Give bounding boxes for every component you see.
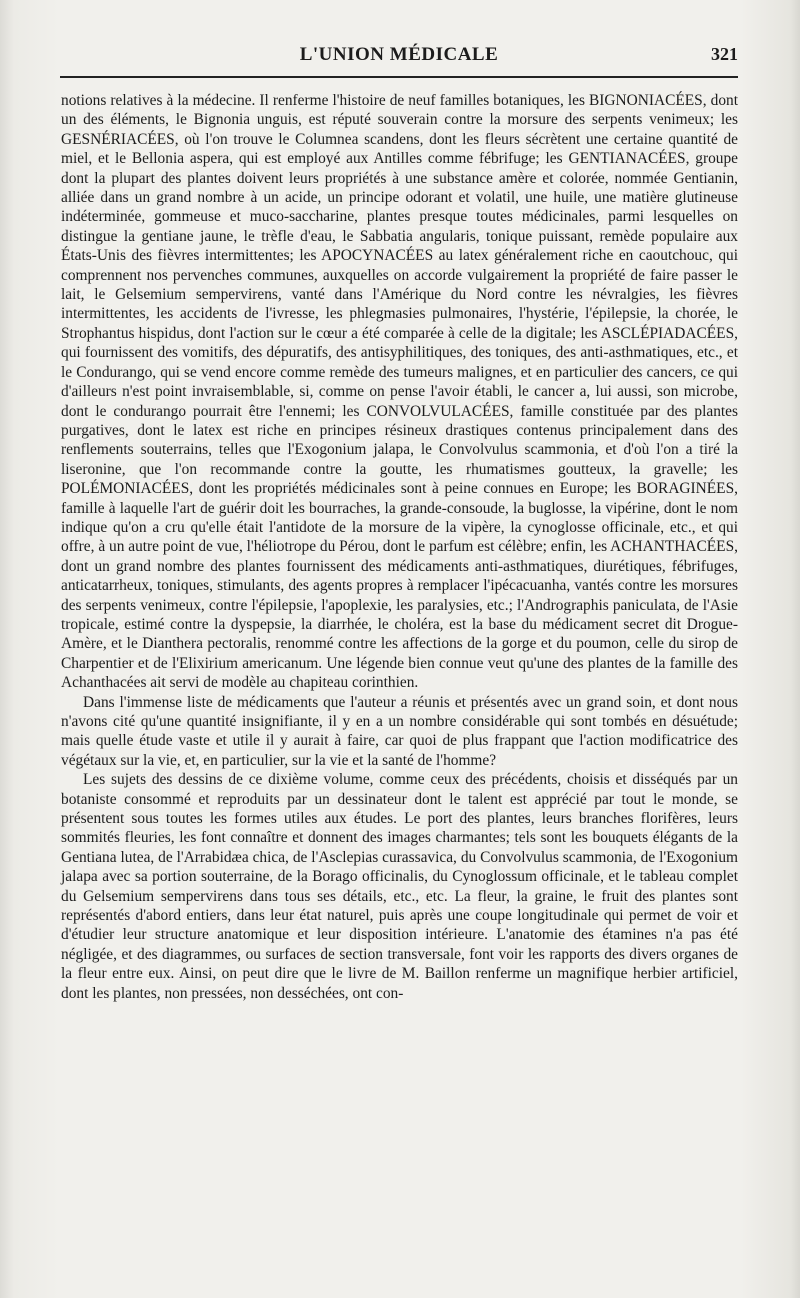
header-rule	[60, 76, 738, 78]
running-title: L'UNION MÉDICALE	[299, 44, 499, 65]
page-header	[60, 44, 738, 74]
paragraph-families: notions relatives à la médecine. Il renferme l'histoire de neuf familles botaniques, les BIGNONIACÉES, dont un des éléments, le Bignonia unguis, est réputé souverain contre la morsure des serpents venimeux; les GESNÉRIACÉES, où l'on trouve le Columnea scandens, dont les fleurs sécrètent une certaine quantité de miel, et le Bellonia aspera, qui est employé aux Antilles comme fébrifuge; les GENTIANACÉES, groupe dont la plupart des plantes doivent leurs propriétés à une substance amère et colorée, nommée Gentianin, alliée dans un grand nombre à un acide, un principe odorant et volatil, une huile, une matière glutineuse indéterminée, gommeuse et muco-saccharine, plantes presque toutes médicinales, parmi lesquelles on distingue la gentiane jaune, le trèfle d'eau, le Sabbatia angularis, tonique puissant, remède populaire aux États-Unis des fièvres intermittentes; les APOCYNACÉES au latex généralement riche en caoutchouc, qui comprennent nos pervenches communes, auxquelles on accorde vulgairement la propriété de faire passer le lait, le Gelsemium sempervirens, vanté dans l'Amérique du Nord contre les névralgies, les fièvres intermittentes, les accidents de l'ivresse, les phlegmasies pulmonaires, l'hystérie, l'épilepsie, la chorée, le Strophantus hispidus, dont l'action sur le cœur a été comparée à celle de la digitale; les ASCLÉPIADACÉES, qui fournissent des vomitifs, des dépuratifs, des antisyphilitiques, des toniques, des anti-asthmatiques, etc., et le Condurango, qui se vend encore comme remède des tumeurs malignes, et en particulier des cancers, ce qui d'ailleurs n'est point invraisemblable, si, comme on pense l'avoir établi, le cancer a, lui aussi, son microbe, dont le condurango pourrait être l'ennemi; les CONVOLVULACÉES, famille constituée par des plantes purgatives, dont le latex est riche en principes résineux drastiques contenus principalement dans des renflements souterrains, telles que l'Exogonium jalapa, le Convolvulus scammonia, et d'où l'on a tiré la liseronine, que l'on recommande contre la goutte, les rhumatismes goutteux, la gravelle; les POLÉMONIACÉES, dont les propriétés médicinales sont à peine connues en Europe; les BORAGINÉES, famille à laquelle l'art de guérir doit les bourraches, la grande-consoude, la buglosse, la vipérine, dont le nom indique qu'on a cru qu'elle était l'antidote de la morsure de la vipère, la cynoglosse officinale, etc., et qui offre, à un autre point de vue, l'héliotrope du Pérou, dont le parfum est célèbre; enfin, les ACHANTHACÉES, dont un grand nombre des plantes fournissent des médicaments anti-asthmatiques, diurétiques, fébrifuges, anticatarrheux, toniques, stimulants, des agents propres à remplacer l'ipécacuanha, vantés contre les morsures des serpents venimeux, contre l'épilepsie, l'apoplexie, les paralysies, etc.; l'Andrographis paniculata, de l'Asie tropicale, estimé contre la dyspepsie, la diarrhée, le choléra, est la base du médicament secret dit Drogue-Amère, et le Dianthera pectoralis, renommé contre les affections de la gorge et du poumon, celle du sirop de Charpentier et de l'Elixirium americanum. Une légende bien connue veut qu'une des plantes de la famille des Achanthacées ait servi de modèle au chapiteau corinthien.	[61, 92, 738, 692]
page-number: 321	[711, 44, 738, 64]
body-text	[61, 91, 738, 1003]
paragraph-dessins: Les sujets des dessins de ce dixième volume, comme ceux des précédents, choisis et disséqués par un botaniste consommé et reproduits par un dessinateur dont le talent est apprécié par tout le monde, se présentent sous toutes les formes utiles aux études. Le port des plantes, leurs branches florifères, leurs sommités fleuries, les font connaître et donnent des images charmantes; tels sont les bouquets élégants de la Gentiana lutea, de l'Arrabidæa chica, de l'Asclepias curassavica, du Convolvulus scammonia, de l'Exogonium jalapa avec sa portion souterraine, de la Borago officinalis, du Cynoglossum officinale, et le tableau complet du Gelsemium sempervirens dans tous ses détails, etc., etc. La fleur, la graine, le fruit des plantes sont représentés d'abord entiers, dans leur état naturel, puis après une coupe longitudinale qui permet de voir et d'étudier leur structure anatomique et leur disposition intérieure. L'anatomie des étamines n'a pas été négligée, et des diagrammes, ou surfaces de section transversale, font voir les rapports des divers organes de la fleur entre eux. Ainsi, on peut dire que le livre de M. Baillon renferme un magnifique herbier artificiel, dont les plantes, non pressées, non desséchées, ont con-	[61, 771, 738, 1002]
paragraph-medicaments: Dans l'immense liste de médicaments que l'auteur a réunis et présentés avec un grand soin, et dont nous n'avons cité qu'une quantité insignifiante, il y en a un nombre considérable qui sont tombés en désuétude; mais quelle étude vaste et utile il y aurait à faire, car quoi de plus frappant que l'action modificatrice des végétaux sur la vie, et, en particulier, sur la vie et la santé de l'homme?	[61, 693, 738, 769]
